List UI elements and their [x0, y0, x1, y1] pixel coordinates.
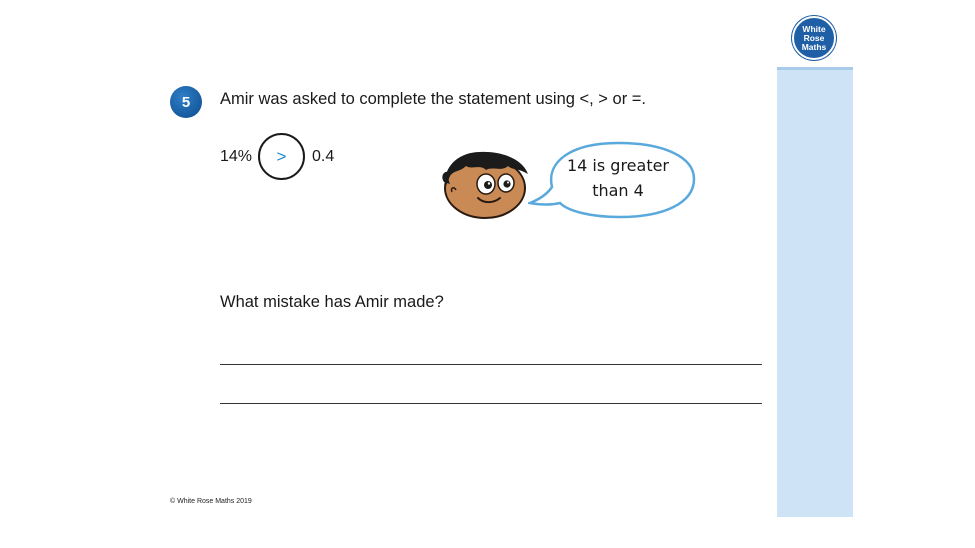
- sidebar: [777, 0, 853, 517]
- statement-right-value: 0.4: [312, 148, 335, 165]
- question-text: Amir was asked to complete the statement using <, > or =.: [220, 90, 647, 108]
- copyright-footer: © White Rose Maths 2019: [170, 498, 252, 505]
- sidebar-header: [777, 0, 853, 70]
- comparison-symbol-circle: [258, 133, 305, 180]
- answer-line[interactable]: [220, 364, 762, 365]
- amir-character-icon: [438, 148, 534, 222]
- logo-text: White Rose Maths: [801, 23, 827, 52]
- question-number-badge: 5: [170, 86, 202, 118]
- white-rose-maths-logo: [792, 16, 836, 60]
- speech-bubble-text: 14 is greater than 4: [566, 156, 670, 200]
- statement-left-value: 14%: [220, 148, 253, 165]
- answer-line[interactable]: [220, 403, 762, 404]
- prompt-text: What mistake has Amir made?: [220, 293, 444, 311]
- comparison-symbol: >: [276, 146, 287, 166]
